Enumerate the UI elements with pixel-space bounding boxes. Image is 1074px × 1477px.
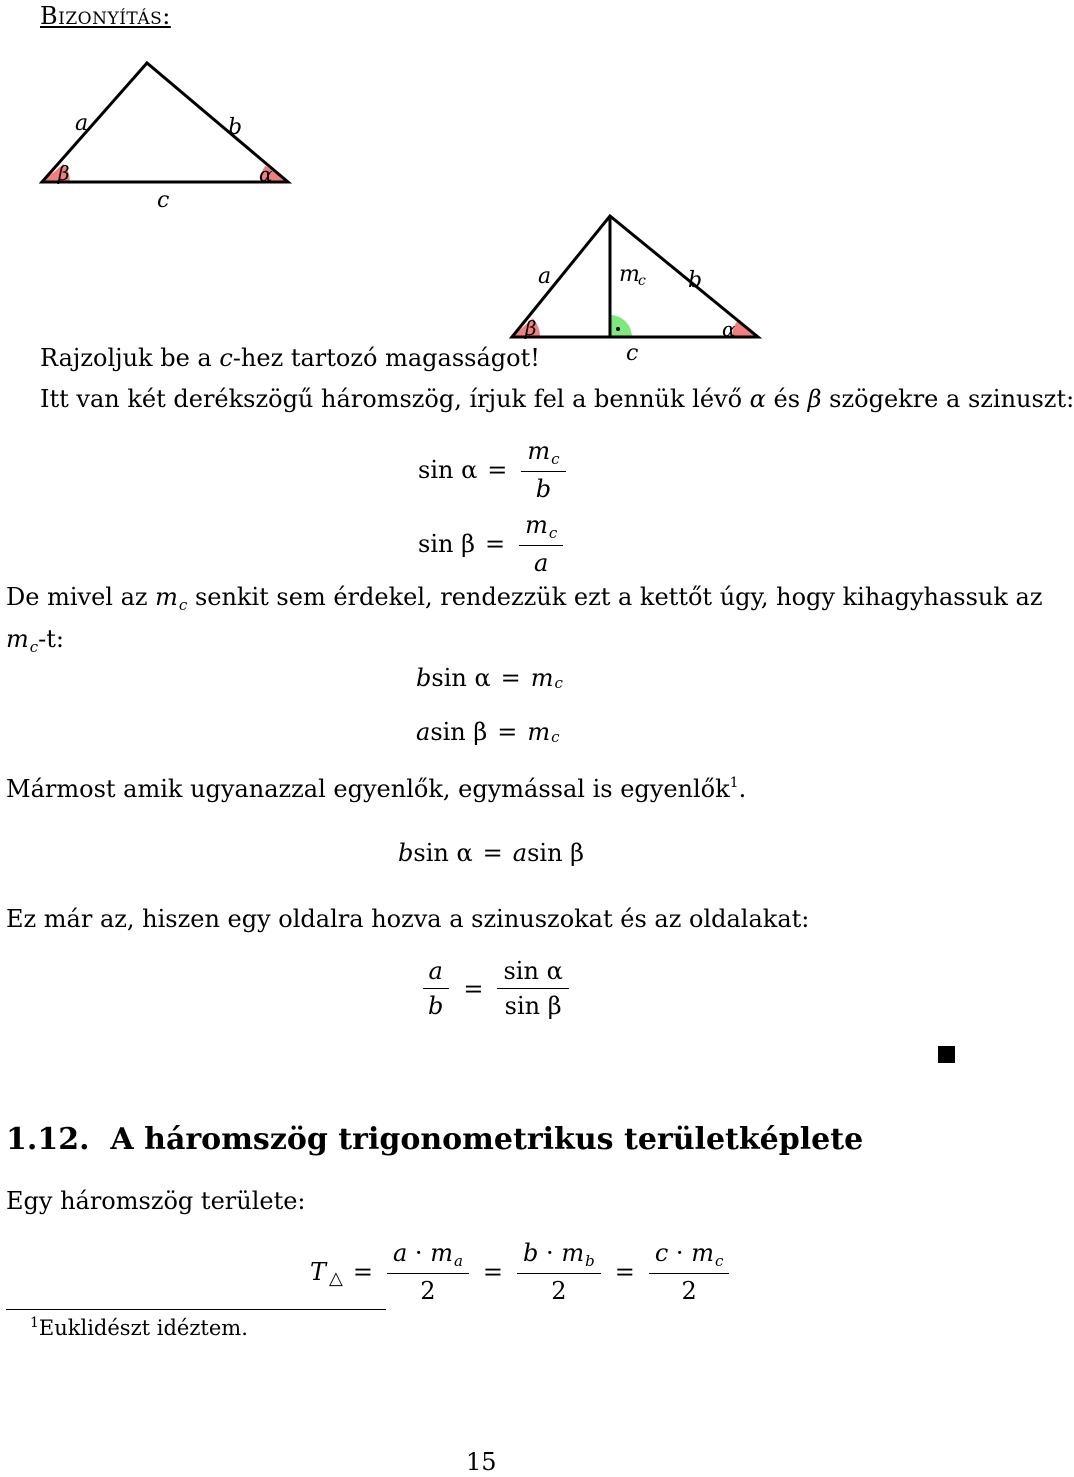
right-angle-dot [616,327,620,331]
triangle-diagram-2 [500,205,770,365]
footnote: $^1$Euklidészt idéztem. [30,1315,248,1340]
label-c: c [626,341,639,366]
qed-square-icon [938,1046,955,1063]
section-heading: 1.12. A háromszög trigonometrikus területképlete [6,1122,864,1157]
label-b: b [228,115,243,140]
paragraph-de-mivel-line1: De mivel az $m_c$ senkit sem érdekel, rendezzük ezt a kettőt úgy, hogy kihagyhassuk az [6,583,1043,614]
paragraph-marmost: Mármost amik ugyanazzal egyenlők, egymással is egyenlők$^1$. [6,775,747,803]
triangle-diagram-1 [30,50,310,220]
equation-combined: b sin α = a sin β [398,839,585,867]
label-alpha: α [722,317,736,341]
label-b: b [688,268,703,293]
equation-ratio: $\frac{a}{b}$ = $\frac{\text{sin α}}{\text{sin β}}$ [418,956,573,1021]
label-alpha: α [259,162,273,186]
footnote-rule [6,1309,386,1310]
line-two-triangles: Itt van két derékszögű háromszög, írjuk fel a bennük lévő α és β szögekre a szinuszt: [40,385,1074,413]
equation-sin-alpha: sin α = $\frac{m_c}{b}$ [418,436,570,504]
equation-sin-beta: sin β = $\frac{m_c}{a}$ [418,510,567,578]
equation-a-sin-beta: a sin β = m c [416,718,560,746]
paragraph-ez-mar: Ez már az, hiszen egy oldalra hozva a szinuszokat és az oldalakat: [6,905,810,933]
label-m-sub: c [638,273,646,289]
label-m: m [619,262,640,287]
equation-b-sin-alpha: b sin α = m c [416,664,563,692]
label-a: a [538,264,552,289]
paragraph-de-mivel-line2: $m_c-t$: [6,625,65,656]
equation-area: T △ = $\frac{a \cdot m_a}{2}$ = $\frac{b \cdot m_b}{2}$ = $\frac{c \cdot m_c}{2}$ [310,1238,733,1306]
paragraph-area: Egy háromszög területe: [6,1187,306,1215]
label-beta: β [525,316,537,340]
proof-heading: Bizonyítás: [40,2,171,30]
right-angle-sector [610,315,632,337]
label-a: a [75,111,89,136]
footnote-ref: 1 [729,775,739,791]
label-beta: β [58,161,70,185]
label-c: c [157,188,170,213]
page-number: 15 [466,1448,497,1476]
line-draw-height: Rajzoljuk be a c-hez tartozó magasságot! [40,344,540,372]
